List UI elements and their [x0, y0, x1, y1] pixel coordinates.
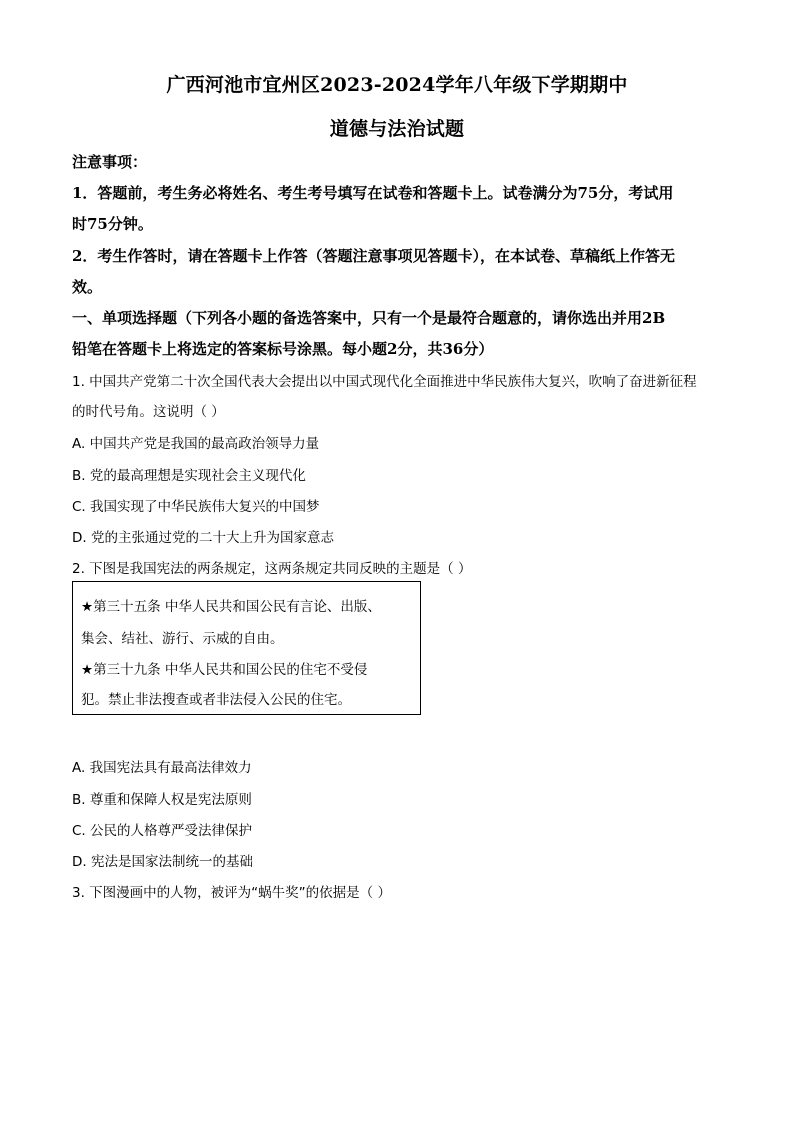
box-line-1: ★第三十五条 中华人民共和国公民有言论、出版、 [81, 599, 381, 615]
notice-item-1-line-2: 时75分钟。 [72, 215, 153, 233]
notice-heading: 注意事项： [72, 153, 148, 171]
question-2-option-c: C. 公民的人格尊严受法律保护 [72, 823, 253, 839]
question-2-option-a: A. 我国宪法具有最高法律效力 [72, 760, 252, 776]
question-2-option-d: D. 宪法是国家法制统一的基础 [72, 854, 253, 870]
notice-item-2-line-1: 2．考生作答时，请在答题卡上作答（答题注意事项见答题卡），在本试卷、草稿纸上作答无 [72, 247, 675, 265]
section-1-heading-line-1: 一、单项选择题（下列各小题的备选答案中，只有一个是最符合题意的，请你选出并用2B [72, 309, 666, 327]
question-2-option-b: B. 尊重和保障人权是宪法原则 [72, 792, 252, 808]
exam-title-line1: 广西河池市宜州区2023-2024学年八年级下学期期中 [166, 74, 628, 96]
box-line-3: ★第三十九条 中华人民共和国公民的住宅不受侵 [81, 662, 368, 678]
question-2-stem-line-1: 2. 下图是我国宪法的两条规定，这两条规定共同反映的主题是（ ） [72, 561, 472, 577]
notice-item-2-line-2: 效。 [72, 278, 103, 296]
box-line-4: 犯。禁止非法搜查或者非法侵入公民的住宅。 [81, 692, 351, 708]
section-1-heading-line-2: 铅笔在答题卡上将选定的答案标号涂黑。每小题2分，共36分） [72, 340, 494, 358]
question-1-option-a: A. 中国共产党是我国的最高政治领导力量 [72, 436, 320, 452]
question-1-option-d: D. 党的主张通过党的二十大上升为国家意志 [72, 530, 334, 546]
question-1-stem-line-2: 的时代号角。这说明（ ） [72, 404, 225, 420]
exam-title-line2: 道德与法治试题 [329, 118, 465, 140]
box-line-2: 集会、结社、游行、示威的自由。 [81, 631, 284, 647]
constitution-articles-box [72, 581, 421, 715]
question-1-stem-line-1: 1. 中国共产党第二十次全国代表大会提出以中国式现代化全面推进中华民族伟大复兴，吹响了奋进新征程 [72, 374, 697, 390]
question-1-option-b: B. 党的最高理想是实现社会主义现代化 [72, 468, 306, 484]
notice-item-1-line-1: 1．答题前，考生务必将姓名、考生考号填写在试卷和答题卡上。试卷满分为75分，考试用 [72, 184, 674, 202]
question-1-option-c: C. 我国实现了中华民族伟大复兴的中国梦 [72, 499, 320, 515]
question-3-stem-line-1: 3. 下图漫画中的人物，被评为“蜗牛奖”的依据是（ ） [72, 885, 391, 901]
